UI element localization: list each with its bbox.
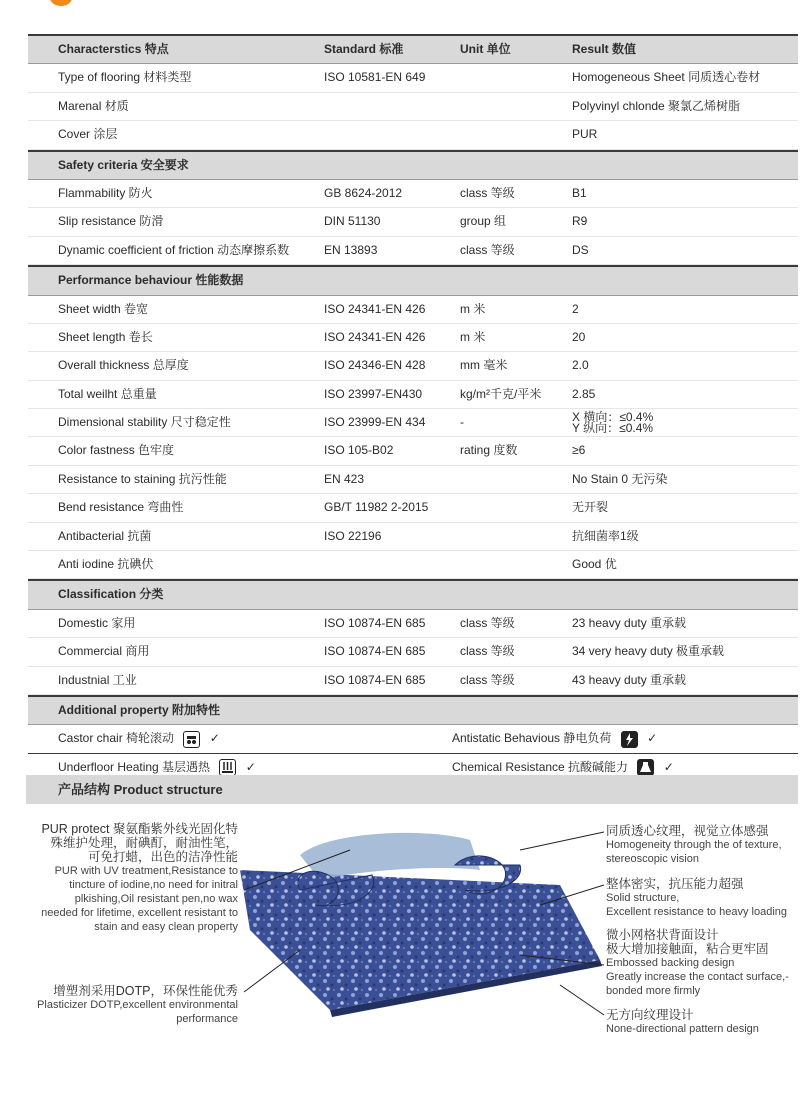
note-en: tincture of iodine,no need for initral — [69, 879, 238, 891]
cell-unit: mm 毫米 — [460, 358, 508, 373]
cell-result: No Stain 0 无污染 — [572, 471, 668, 486]
cell-characteristic: Slip resistance 防滑 — [58, 214, 164, 229]
note-pur-protect — [41, 822, 238, 934]
cell-characteristic: Cover 涂层 — [58, 127, 118, 142]
cell-result: R9 — [572, 214, 588, 229]
table-row — [28, 208, 798, 236]
note-en: plkishing,Oil resistant pen,no wax — [74, 893, 238, 905]
cell-characteristic: Dimensional stability 尺寸稳定性 — [58, 415, 231, 430]
cell-standard: EN 423 — [324, 471, 365, 486]
cell-characteristic: Sheet length 卷长 — [58, 329, 153, 344]
prop-antistatic — [452, 725, 657, 752]
cell-characteristic: Anti iodine 抗碘伏 — [58, 557, 154, 572]
spec-table — [28, 34, 798, 782]
prop-castor-chair — [58, 725, 220, 752]
cell-standard: GB 8624-2012 — [324, 185, 403, 200]
cell-unit: kg/m²千克/平米 — [460, 386, 542, 401]
product-structure-band — [26, 775, 798, 804]
cell-characteristic: Resistance to staining 抗污性能 — [58, 471, 227, 486]
cell-standard: ISO 10874-EN 685 — [324, 672, 426, 687]
table-header — [28, 34, 798, 64]
check-icon: ✓ — [663, 759, 674, 774]
table-row — [28, 121, 798, 149]
section-title: Additional property 附加特性 — [58, 702, 221, 717]
note-plasticizer — [37, 984, 238, 1026]
table-row — [28, 610, 798, 638]
cell-result: 2.85 — [572, 386, 596, 401]
note-embossed-backing — [606, 928, 789, 998]
cell-standard: DIN 51130 — [324, 214, 381, 229]
note-en: needed for lifetime, excellent resistant to — [41, 907, 238, 919]
note-en: stereoscopic vision — [606, 853, 699, 865]
cell-standard: EN 13893 — [324, 242, 378, 257]
table-row — [28, 437, 798, 465]
note-zh: 可免打蜡，出色的洁净性能 — [87, 850, 238, 864]
table-row — [28, 494, 798, 522]
cell-standard: ISO 105-B02 — [324, 443, 394, 458]
underfloor-heating-icon — [219, 759, 236, 776]
prop-label: Antistatic Behavious 静电负荷 — [452, 731, 612, 746]
note-en: bonded more firmly — [606, 985, 701, 997]
header-unit: Unit 单位 — [460, 42, 511, 56]
cell-result: Homogeneous Sheet 同质透心卷材 — [572, 70, 761, 85]
cell-result: 无开裂 — [572, 500, 609, 515]
castor-chair-icon — [183, 731, 200, 748]
note-en: Excellent resistance to heavy loading — [606, 906, 787, 918]
cell-standard: ISO 24341-EN 426 — [324, 329, 426, 344]
header-standard: Standard 标准 — [324, 42, 404, 56]
cell-unit: class 等级 — [460, 615, 515, 630]
cell-standard: GB/T 11982 2-2015 — [324, 500, 429, 515]
check-icon: ✓ — [245, 759, 256, 774]
check-icon: ✓ — [647, 731, 658, 746]
section-title: Performance behaviour 性能数据 — [58, 273, 244, 288]
cell-result: ≥6 — [572, 443, 586, 458]
cell-unit: class 等级 — [460, 644, 515, 659]
cell-unit: rating 度数 — [460, 443, 518, 458]
table-row — [28, 409, 798, 437]
pur-coating-layer — [300, 833, 480, 880]
note-en: Homogeneity through the of texture, — [606, 839, 782, 851]
orange-accent-arc — [50, 0, 72, 6]
cell-standard: ISO 10874-EN 685 — [324, 615, 426, 630]
cell-characteristic: Bend resistance 弯曲性 — [58, 500, 184, 515]
cell-result — [572, 409, 653, 436]
cell-standard: ISO 24346-EN 428 — [324, 358, 426, 373]
pointer-line — [520, 832, 604, 850]
note-en: PUR with UV treatment,Resistance to — [54, 865, 238, 877]
cell-characteristic: Color fastness 色牢度 — [58, 443, 175, 458]
section-safety-criteria — [28, 150, 798, 180]
table-row — [28, 551, 798, 579]
cell-standard: ISO 22196 — [324, 528, 382, 543]
cell-unit: class 等级 — [460, 185, 515, 200]
note-zh: 殊维护处理，耐碘酊，耐油性笔， — [50, 836, 238, 850]
prop-label: Underfloor Heating 基层遇热 — [58, 759, 211, 774]
cell-result: 20 — [572, 329, 586, 344]
header-characteristics: Characterstics 特点 — [58, 42, 169, 56]
note-zh: 无方向纹理设计 — [606, 1008, 694, 1022]
cell-standard: ISO 10874-EN 685 — [324, 644, 426, 659]
note-zh: 同质透心纹理，视觉立体感强 — [606, 824, 769, 838]
cell-standard: ISO 24341-EN 426 — [324, 301, 426, 316]
note-zh: 微小网格状背面设计 — [606, 928, 719, 942]
cell-result: Polyvinyl chlonde 聚氯乙烯树脂 — [572, 98, 741, 113]
cell-standard: ISO 23997-EN430 — [324, 386, 423, 401]
cell-characteristic: Commercial 商用 — [58, 644, 150, 659]
section-classification — [28, 579, 798, 609]
section-title: Safety criteria 安全要求 — [58, 157, 189, 172]
result-line-y: Y 纵向：≤0.4% — [572, 420, 654, 435]
check-icon: ✓ — [209, 731, 220, 746]
section-additional-property — [28, 695, 798, 725]
result-two-line — [572, 409, 654, 435]
pointer-line — [560, 985, 604, 1015]
table-row — [28, 237, 798, 265]
cell-standard: ISO 10581-EN 649 — [324, 70, 426, 85]
note-zh: 整体密实，抗压能力超强 — [606, 877, 744, 891]
cell-characteristic: Domestic 家用 — [58, 615, 136, 630]
cell-characteristic: Dynamic coefficient of friction 动态摩擦系数 — [58, 242, 290, 257]
table-row — [28, 381, 798, 409]
note-zh: 增塑剂采用DOTP，环保性能优秀 — [53, 984, 238, 998]
cell-characteristic: Antibacterial 抗菌 — [58, 528, 152, 543]
cell-result: PUR — [572, 127, 598, 142]
cell-characteristic: Sheet width 卷宽 — [58, 301, 149, 316]
cell-result: 34 very heavy duty 极重承载 — [572, 644, 725, 659]
table-row — [28, 64, 798, 92]
cell-characteristic: Overall thickness 总厚度 — [58, 358, 189, 373]
cell-result: B1 — [572, 185, 587, 200]
cell-unit: m 米 — [460, 301, 486, 316]
note-homogeneity — [606, 824, 782, 866]
section-title: Classification 分类 — [58, 587, 164, 602]
table-row — [28, 667, 798, 695]
table-row — [28, 638, 798, 666]
note-non-directional — [606, 1008, 759, 1036]
cell-unit: m 米 — [460, 329, 486, 344]
note-zh: PUR protect 聚氨酯紫外线光固化特 — [41, 822, 238, 836]
cell-unit: class 等级 — [460, 242, 515, 257]
note-en: Solid structure, — [606, 892, 680, 904]
cell-result: DS — [572, 242, 589, 257]
cell-result: 2.0 — [572, 358, 589, 373]
header-result: Result 数值 — [572, 42, 637, 56]
table-row — [28, 93, 798, 121]
table-row — [28, 725, 798, 753]
table-row — [28, 523, 798, 551]
cell-result: 抗细菌率1级 — [572, 528, 639, 543]
note-solid-structure — [606, 877, 787, 919]
cell-result: 43 heavy duty 重承载 — [572, 672, 687, 687]
chemical-resistance-icon — [637, 759, 654, 776]
note-en: stain and easy clean property — [94, 921, 238, 933]
table-row — [28, 324, 798, 352]
note-en: Plasticizer DOTP,excellent environmental — [37, 999, 238, 1011]
product-structure-title: 产品结构 Product structure — [58, 782, 223, 797]
cell-result: 23 heavy duty 重承载 — [572, 615, 687, 630]
note-en: performance — [176, 1013, 238, 1025]
cell-characteristic: Total weilht 总重量 — [58, 386, 157, 401]
table-row — [28, 352, 798, 380]
cell-unit: - — [460, 415, 464, 430]
cell-result: Good 优 — [572, 557, 617, 572]
cell-standard: ISO 23999-EN 434 — [324, 415, 426, 430]
note-en: None-directional pattern design — [606, 1023, 759, 1035]
result-line-x: X 横向：≤0.4% — [572, 409, 654, 424]
note-en: Embossed backing design — [606, 957, 735, 969]
antistatic-icon — [621, 731, 638, 748]
section-performance-behaviour — [28, 265, 798, 295]
floor-sheet — [240, 870, 600, 1010]
prop-label: Castor chair 椅轮滚动 — [58, 731, 175, 746]
cell-characteristic: Type of flooring 材料类型 — [58, 70, 192, 85]
table-row — [28, 466, 798, 494]
cell-unit: group 组 — [460, 214, 507, 229]
cell-characteristic: Industnial 工业 — [58, 672, 137, 687]
table-row — [28, 180, 798, 208]
cell-characteristic: Marenal 材质 — [58, 98, 129, 113]
table-row — [28, 296, 798, 324]
cell-result: 2 — [572, 301, 579, 316]
prop-label: Chemical Resistance 抗酸碱能力 — [452, 759, 629, 774]
cell-unit: class 等级 — [460, 672, 515, 687]
note-en: Greatly increase the contact surface,- — [606, 971, 789, 983]
cell-characteristic: Flammability 防火 — [58, 185, 153, 200]
note-zh: 极大增加接触面，粘合更牢固 — [606, 942, 769, 956]
